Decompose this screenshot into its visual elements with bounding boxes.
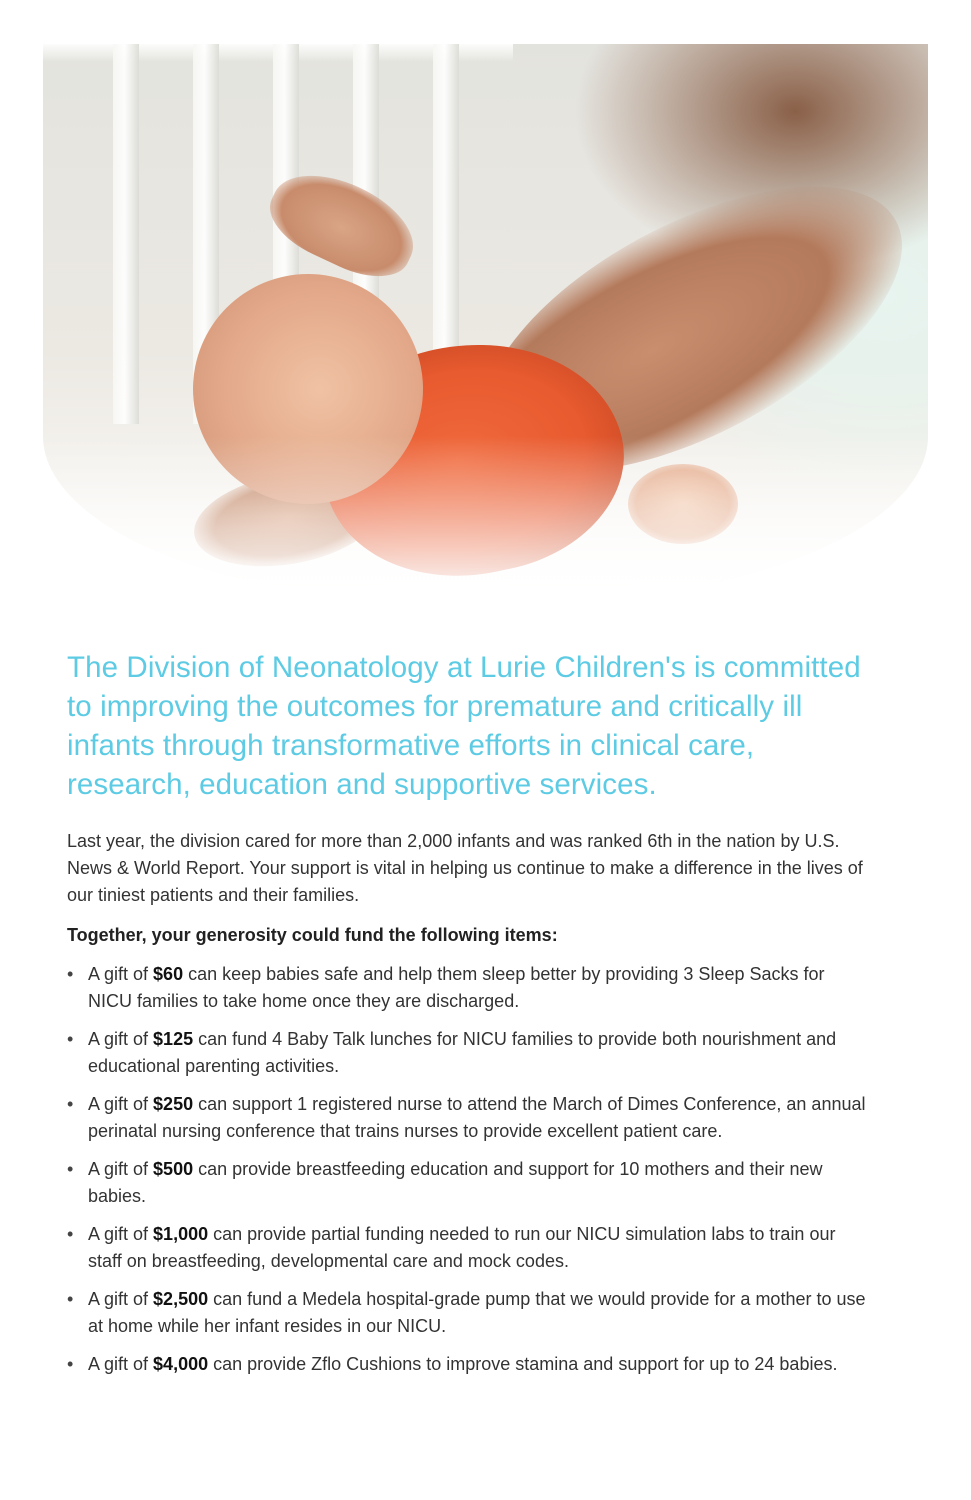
gift-amount: $125 bbox=[153, 1029, 194, 1049]
gift-item bbox=[67, 1286, 867, 1340]
gift-prefix: A gift of bbox=[88, 1224, 154, 1244]
gift-text: can provide partial funding needed to run our NICU simulation labs to train our staff on breastfeeding, developmental care and mock codes. bbox=[88, 1224, 836, 1271]
photo-fade bbox=[43, 44, 928, 604]
gift-amount: $500 bbox=[153, 1159, 194, 1179]
gift-text: can fund 4 Baby Talk lunches for NICU families to provide both nourishment and educational parenting activities. bbox=[88, 1029, 837, 1076]
gift-text: can support 1 registered nurse to attend the March of Dimes Conference, an annual perinatal nursing conference that trains nurses to provide excellent patient care. bbox=[88, 1094, 866, 1141]
bullet-icon: • bbox=[67, 1029, 74, 1049]
gift-amount: $60 bbox=[153, 964, 184, 984]
gift-prefix: A gift of bbox=[88, 1354, 154, 1374]
gift-amount: $4,000 bbox=[153, 1354, 209, 1374]
list-heading: Together, your generosity could fund the following items: bbox=[67, 925, 558, 945]
bullet-icon: • bbox=[67, 1159, 74, 1179]
gift-amount: $1,000 bbox=[153, 1224, 209, 1244]
gift-text: can provide Zflo Cushions to improve stamina and support for up to 24 babies. bbox=[208, 1354, 838, 1374]
bullet-icon: • bbox=[67, 1354, 74, 1374]
gift-prefix: A gift of bbox=[88, 964, 154, 984]
gift-prefix: A gift of bbox=[88, 1289, 154, 1309]
gift-text: can keep babies safe and help them sleep better by providing 3 Sleep Sacks for NICU families to take home once they are discharged. bbox=[88, 964, 825, 1011]
bullet-icon: • bbox=[67, 1224, 74, 1244]
gift-list bbox=[67, 961, 867, 1378]
gift-amount: $2,500 bbox=[153, 1289, 209, 1309]
bullet-icon: • bbox=[67, 1289, 74, 1309]
gift-item bbox=[67, 1221, 867, 1275]
gift-item bbox=[67, 1091, 867, 1145]
gift-item bbox=[67, 1156, 867, 1210]
gift-prefix: A gift of bbox=[88, 1094, 154, 1114]
gift-text: can fund a Medela hospital-grade pump that we would provide for a mother to use at home while her infant resides in our NICU. bbox=[88, 1289, 866, 1336]
gift-item bbox=[67, 1351, 867, 1378]
gift-item bbox=[67, 961, 867, 1015]
gift-prefix: A gift of bbox=[88, 1029, 154, 1049]
gift-amount: $250 bbox=[153, 1094, 194, 1114]
gift-item bbox=[67, 1026, 867, 1080]
gift-prefix: A gift of bbox=[88, 1159, 154, 1179]
content bbox=[67, 648, 867, 1389]
intro-paragraph: Last year, the division cared for more than 2,000 infants and was ranked 6th in the nation by U.S. News & World Report. Your support is vital in helping us continue to make a difference in the lives of our tiniest patients and their families. bbox=[67, 831, 863, 905]
bullet-icon: • bbox=[67, 964, 74, 984]
bullet-icon: • bbox=[67, 1094, 74, 1114]
gift-text: can provide breastfeeding education and support for 10 mothers and their new babies. bbox=[88, 1159, 823, 1206]
hero-photo bbox=[43, 44, 928, 604]
headline: The Division of Neonatology at Lurie Children's is committed to improving the outcomes for premature and critically ill infants through transformative efforts in clinical care, research, education and supportive services. bbox=[67, 651, 861, 801]
